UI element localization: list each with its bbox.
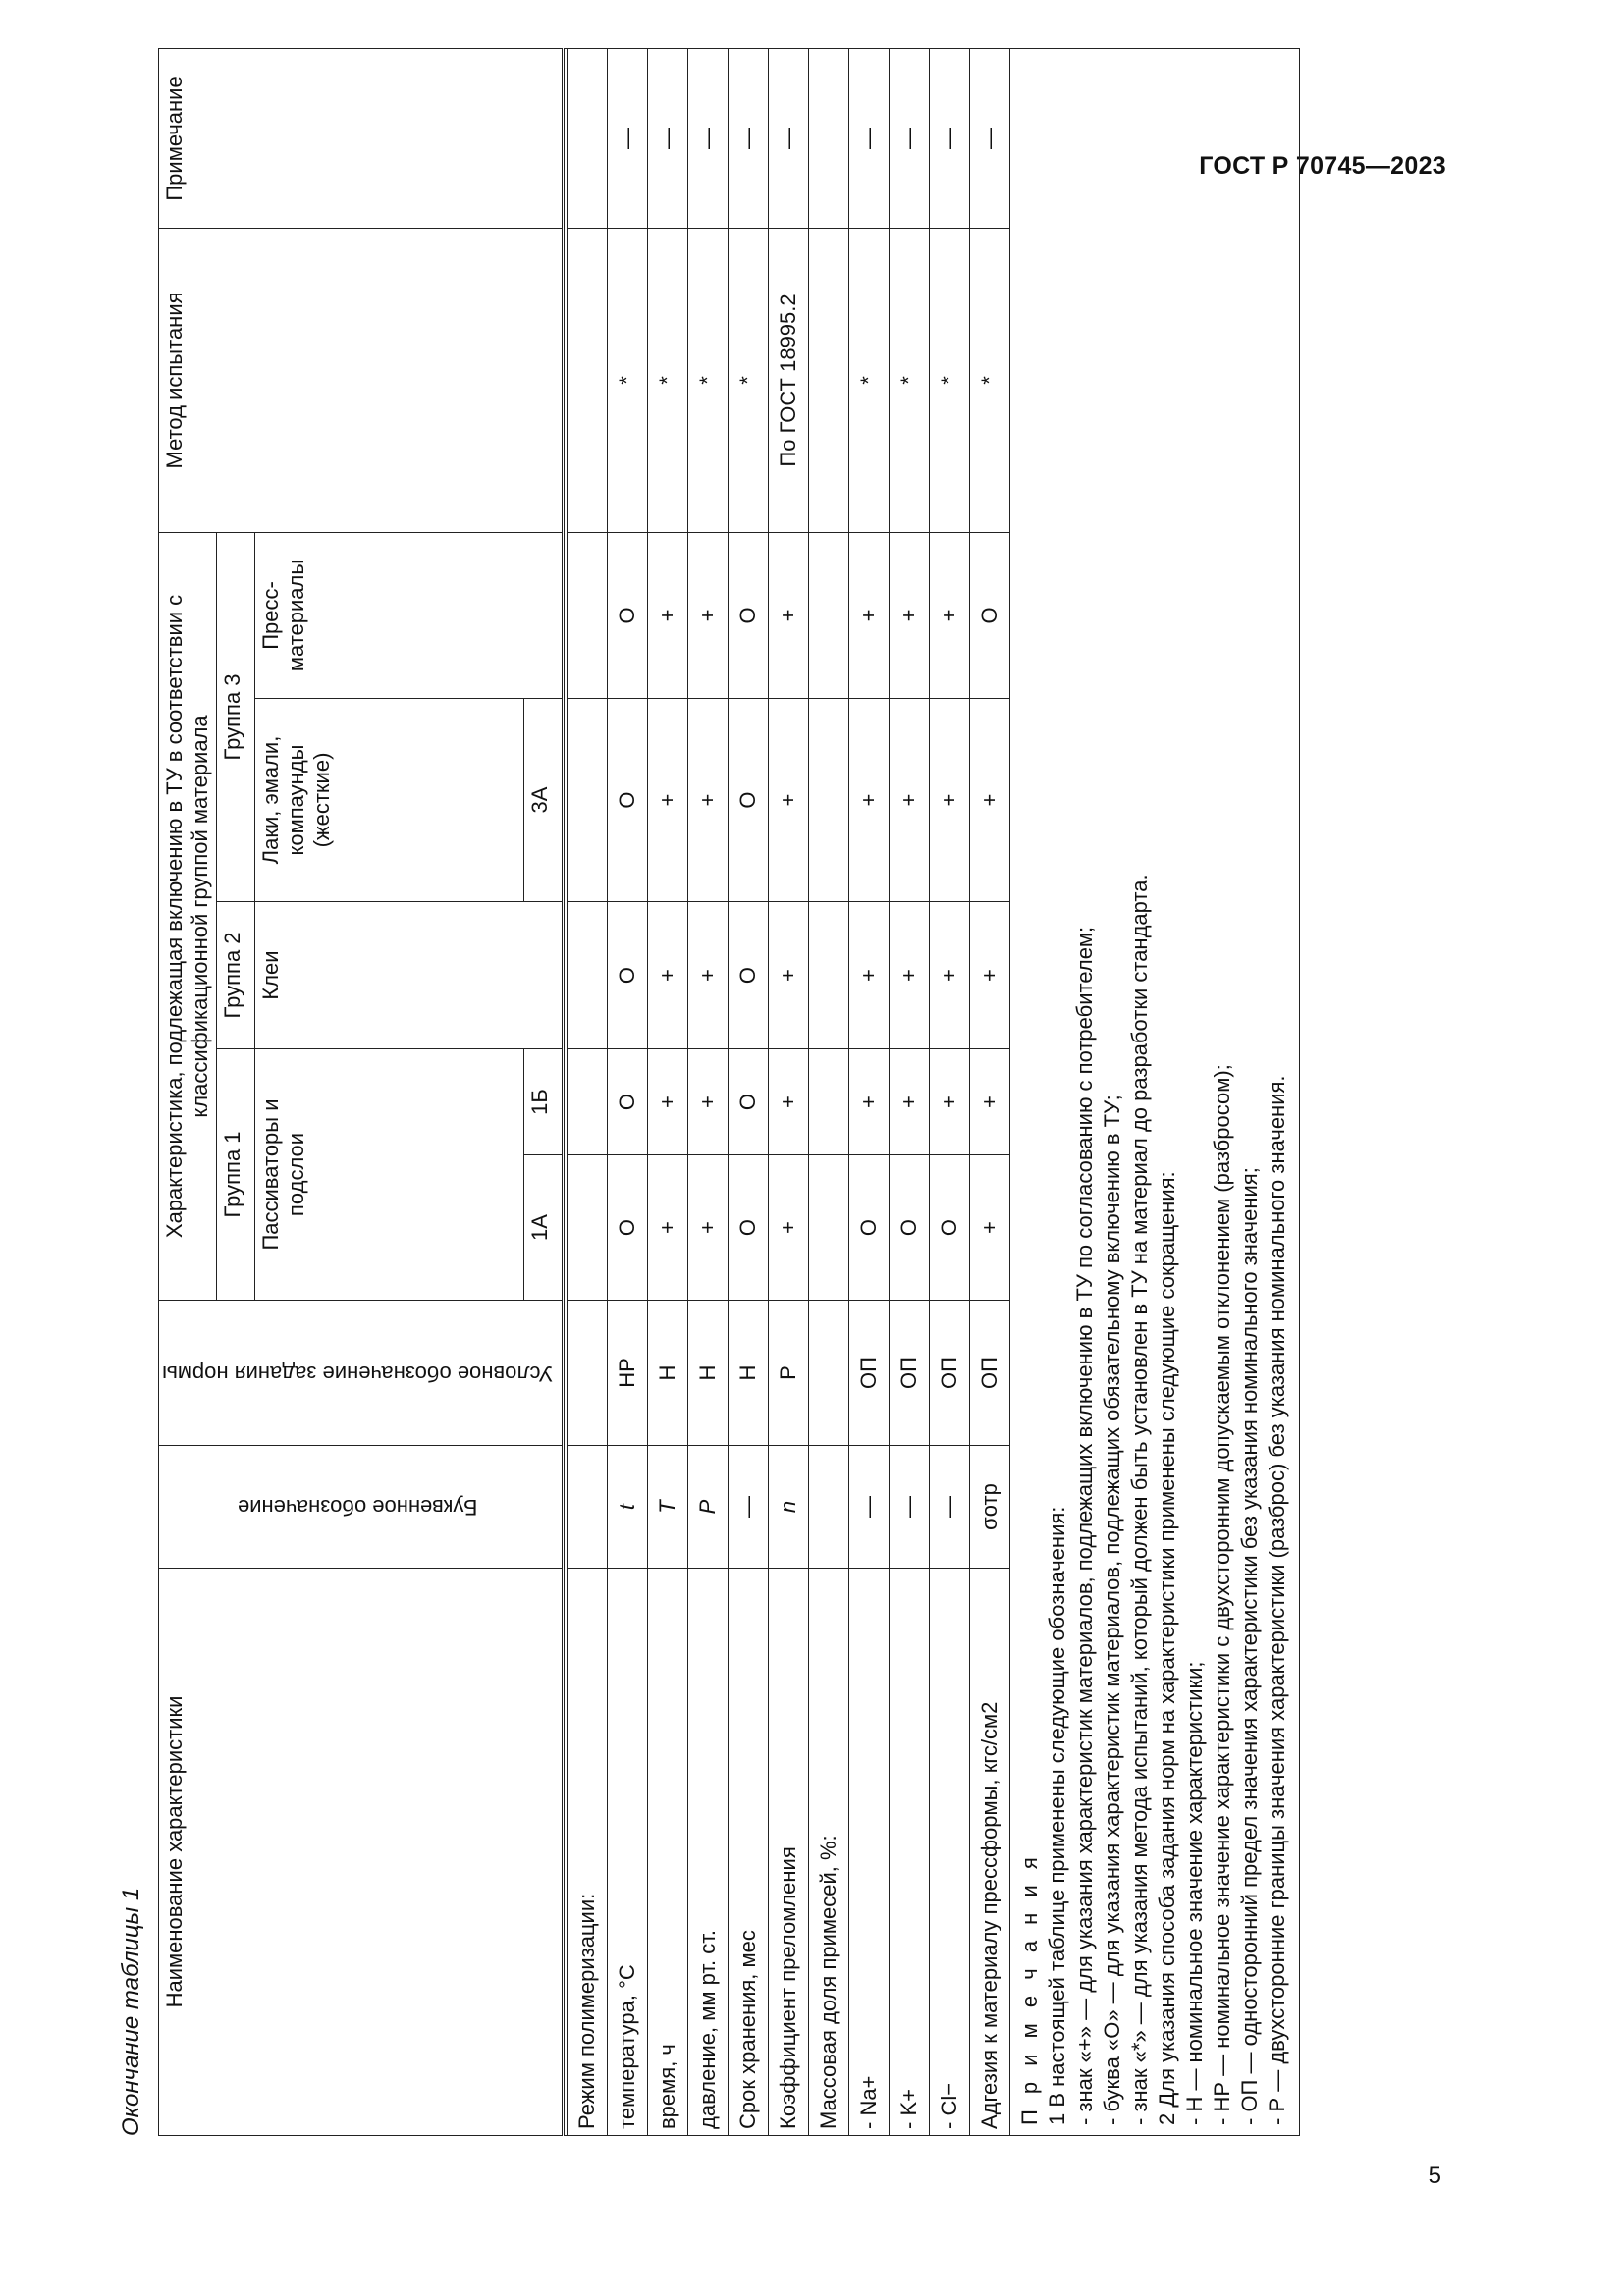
table-cell: O (607, 532, 647, 698)
table-cell: * (969, 228, 1009, 532)
note-line: - знак «+» — для указания характеристик материалов, подлежащих включению в ТУ по согласованию с потребителем; (1071, 926, 1097, 2125)
table-cell: t (607, 1446, 647, 1569)
header-group2-sub: Клеи (255, 902, 564, 1049)
table-cell: Срок хранения, мес (728, 1569, 768, 2136)
table-cell: + (647, 1049, 687, 1155)
table-cell: O (848, 1155, 889, 1301)
table-cell: ОП (969, 1301, 1009, 1446)
table-cell: * (607, 228, 647, 532)
table-cell: Н (728, 1301, 768, 1446)
table-cell: + (889, 699, 929, 902)
table-row (567, 48, 607, 2135)
table-cell: время, ч (647, 1569, 687, 2136)
table-cell: P (687, 1446, 728, 1569)
table-cell: * (889, 228, 929, 532)
table-cell: — (768, 48, 808, 228)
note-line: - Н — номинальное значение характеристики; (1181, 1661, 1207, 2125)
table-cell: ОП (889, 1301, 929, 1446)
table-cell: + (768, 1155, 808, 1301)
table-caption: Окончание таблицы 1 (118, 1887, 144, 2136)
table-cell: + (687, 1049, 728, 1155)
table-cell: + (687, 1155, 728, 1301)
table-cell: Адгезия к материалу прессформы, кгс/см2 (969, 1569, 1009, 2136)
table-cell: + (969, 1049, 1009, 1155)
table-cell: — (848, 1446, 889, 1569)
header-group2: Группа 2 (217, 902, 255, 1049)
table-cell: — (687, 48, 728, 228)
table-cell: + (848, 699, 889, 902)
table-cell (567, 1446, 607, 1569)
table-cell: НР (607, 1301, 647, 1446)
table-row (889, 48, 929, 2135)
table-row (647, 48, 687, 2135)
table-cell (808, 1155, 848, 1301)
table-cell: * (687, 228, 728, 532)
note-line: - Р — двухсторонние границы значения характеристики (разброс) без указания номинального значения. (1264, 1075, 1289, 2125)
table-cell (567, 532, 607, 698)
table-row (969, 48, 1009, 2135)
table-cell: + (687, 902, 728, 1049)
table-cell: + (969, 1155, 1009, 1301)
table-row (808, 48, 848, 2135)
table-cell (808, 902, 848, 1049)
table-cell: — (647, 48, 687, 228)
table-cell (567, 1301, 607, 1446)
table-cell (567, 699, 607, 902)
table-cell: + (889, 532, 929, 698)
table-cell: O (728, 902, 768, 1049)
table-cell (808, 1446, 848, 1569)
page-number: 5 (1428, 2163, 1441, 2189)
table-cell: O (607, 699, 647, 902)
table-cell: давление, мм рт. ст. (687, 1569, 728, 2136)
table-row (929, 48, 969, 2135)
table-cell: Р (768, 1301, 808, 1446)
header-norm: Условное обозначение задания нормы (159, 1301, 564, 1446)
table-cell (567, 228, 607, 532)
table-cell: - Na+ (848, 1569, 889, 2136)
table-cell: + (969, 902, 1009, 1049)
table-cell: + (768, 532, 808, 698)
table-cell: — (607, 48, 647, 228)
table-cell: — (889, 48, 929, 228)
table-cell: + (929, 902, 969, 1049)
table-cell (567, 1155, 607, 1301)
table-cell: — (929, 1446, 969, 1569)
rotated-content (114, 49, 1289, 2136)
table-cell (808, 699, 848, 902)
table-row (848, 48, 889, 2135)
table-cell (567, 902, 607, 1049)
table-cell: — (929, 48, 969, 228)
table-cell: σотр (969, 1446, 1009, 1569)
header-group3b-sub: Пресс-материалы (255, 532, 564, 698)
table-cell: O (728, 1049, 768, 1155)
table-cell: - Cl− (929, 1569, 969, 2136)
note-line: - буква «О» — для указания характеристик материалов, подлежащих обязательному включению в ТУ; (1099, 1095, 1124, 2125)
table-notes (1009, 48, 1299, 2135)
table-cell: * (647, 228, 687, 532)
table-cell: + (848, 532, 889, 698)
table-cell: - K+ (889, 1569, 929, 2136)
characteristics-table (158, 48, 1300, 2136)
table-cell: O (607, 1155, 647, 1301)
table-cell: + (647, 532, 687, 698)
table-cell: * (728, 228, 768, 532)
header-note: Примечание (159, 48, 564, 228)
table-cell: + (768, 699, 808, 902)
table-cell: T (647, 1446, 687, 1569)
table-cell: Коэффициент преломления (768, 1569, 808, 2136)
table-cell: — (848, 48, 889, 228)
table-cell: + (969, 699, 1009, 902)
table-row (728, 48, 768, 2135)
header-group3a-sub: Лаки, эмали, компаунды (жесткие) (255, 699, 524, 902)
table-row (687, 48, 728, 2135)
table-cell: O (728, 1155, 768, 1301)
table-cell: — (889, 1446, 929, 1569)
table-cell: — (728, 48, 768, 228)
table-cell: Н (687, 1301, 728, 1446)
table-cell: O (889, 1155, 929, 1301)
table-cell: + (848, 1049, 889, 1155)
table-cell (808, 228, 848, 532)
table-cell (808, 48, 848, 228)
table-cell: * (929, 228, 969, 532)
table-cell: Н (647, 1301, 687, 1446)
table-cell: + (889, 1049, 929, 1155)
table-cell: O (728, 532, 768, 698)
table-cell: + (929, 1049, 969, 1155)
table-cell: Режим полимеризации: (567, 1569, 607, 2136)
table-cell: температура, °С (607, 1569, 647, 2136)
table-cell: Массовая доля примесей, %: (808, 1569, 848, 2136)
header-group3: Группа 3 (217, 532, 255, 901)
header-letter: Буквенное обозначение (159, 1446, 564, 1569)
table-cell: + (687, 699, 728, 902)
header-group1-sub: Пассиваторы и подслои (255, 1049, 524, 1301)
header-code-1a: 1А (523, 1155, 563, 1301)
table-cell: O (607, 902, 647, 1049)
table-cell: + (687, 532, 728, 698)
table-cell (567, 48, 607, 228)
table-cell: + (647, 699, 687, 902)
table-cell: ОП (848, 1301, 889, 1446)
note-line: 2 Для указания способа задания норм на характеристики применены следующие сокращения: (1154, 1171, 1179, 2125)
notes-heading: П р и м е ч а н и я (1016, 1852, 1042, 2125)
table-cell: + (647, 1155, 687, 1301)
table-cell (808, 1049, 848, 1155)
table-cell: — (728, 1446, 768, 1569)
table-cell (808, 1301, 848, 1446)
table-cell: ОП (929, 1301, 969, 1446)
table-cell (808, 532, 848, 698)
table-cell (567, 1049, 607, 1155)
standard-number: ГОСТ Р 70745—2023 (1199, 152, 1446, 180)
header-code-1b: 1Б (523, 1049, 563, 1155)
header-code-3a: 3А (523, 699, 563, 902)
note-line: - ОП — односторонний предел значения характеристики без указания номинального значения; (1236, 1167, 1262, 2125)
table-cell: * (848, 228, 889, 532)
table-cell: — (969, 48, 1009, 228)
note-line: - НР — номинальное значение характеристики с двухсторонним допускаемым отклонением (разбросом); (1209, 1064, 1234, 2125)
note-line: 1 В настоящей таблице применены следующие обозначения: (1044, 1506, 1069, 2125)
header-method: Метод испытания (159, 228, 564, 532)
note-line: - знак «*» — для указания метода испытаний, который должен быть установлен в ТУ на материал до разработки стандарта. (1126, 874, 1152, 2125)
table-cell: + (929, 699, 969, 902)
table-cell: + (647, 902, 687, 1049)
table-cell: + (768, 1049, 808, 1155)
header-name: Наименование характеристики (159, 1569, 564, 2136)
table-cell: + (848, 902, 889, 1049)
table-cell: По ГОСТ 18995.2 (768, 228, 808, 532)
table-cell: + (889, 902, 929, 1049)
table-row (607, 48, 647, 2135)
header-group1: Группа 1 (217, 1049, 255, 1301)
table-cell: + (929, 532, 969, 698)
table-cell: O (728, 699, 768, 902)
header-groups: Характеристика, подлежащая включению в ТУ в соответствии с классификационной группой материала (159, 532, 217, 1300)
table-row (768, 48, 808, 2135)
table-cell: O (607, 1049, 647, 1155)
table-cell: O (969, 532, 1009, 698)
table-cell: + (768, 902, 808, 1049)
table-cell: n (768, 1446, 808, 1569)
table-cell: O (929, 1155, 969, 1301)
